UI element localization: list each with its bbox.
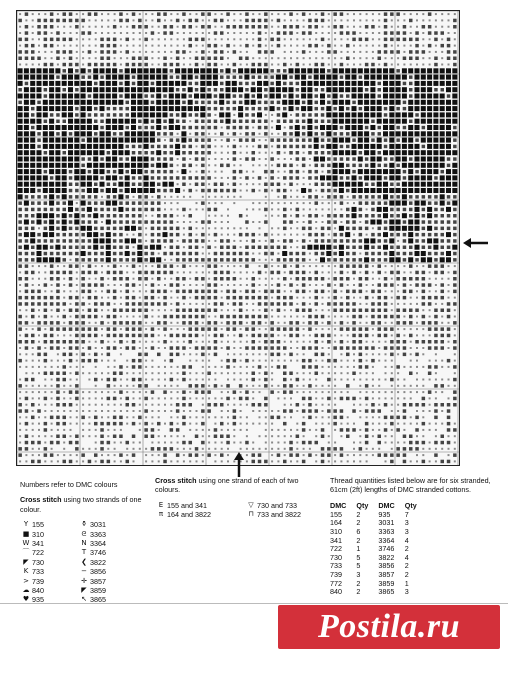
dmc-code-pair: 164 and 3822 [167, 510, 211, 520]
table-cell: 1 [404, 578, 409, 588]
cross-stitch-chart [16, 10, 460, 466]
legend-thread-quantities [330, 476, 500, 597]
table-cell: 3031 [378, 518, 395, 528]
stitch-symbol-icon: W [22, 539, 30, 547]
table-cell: 2 [356, 509, 361, 519]
table-cell: 7 [404, 509, 409, 519]
legend-blended [155, 476, 325, 520]
dmc-code: 3822 [90, 557, 106, 567]
legend-heading: Cross stitch using two strands of one colour. [20, 495, 142, 514]
table-cell: 5 [356, 552, 361, 562]
stitch-symbol-icon: ᘓ [81, 529, 87, 538]
table-cell: 840 [330, 587, 342, 597]
table-cell: 3746 [378, 544, 395, 554]
chart-symbol-grid [17, 11, 459, 465]
table-header-cell: Qty [356, 500, 369, 510]
watermark-text: Postila.ru [318, 608, 460, 645]
stitch-symbol-icon: − [81, 567, 87, 576]
stitch-symbol-icon: ⌒ [22, 548, 30, 557]
symbol-key-row [20, 586, 74, 595]
symbol-key-row [20, 577, 74, 586]
blended-key-row [245, 510, 325, 519]
table-cell: 6 [356, 527, 361, 536]
stitch-symbol-icon: ◤ [81, 585, 87, 594]
stitch-symbol-icon: ✛ [81, 576, 87, 585]
symbol-key-grid [20, 520, 150, 605]
page-divider [0, 603, 508, 604]
row-center-arrow-icon [463, 237, 489, 249]
table-cell: 3 [404, 587, 409, 597]
dmc-code: 3859 [90, 585, 106, 595]
column-center-arrow-icon [233, 452, 245, 478]
dmc-code: 722 [32, 548, 44, 558]
dmc-code: 733 [32, 567, 44, 577]
stitch-symbol-icon: K [23, 567, 29, 576]
table-cell: 739 [330, 569, 342, 579]
legend-single-colour [20, 480, 150, 605]
symbol-key-row [78, 548, 138, 557]
thread-note: Thread quantities listed below are for six stranded, 61cm (2ft) lengths of DMC stranded cottons. [330, 476, 491, 495]
table-cell: 2 [404, 561, 409, 571]
table-cell: 3859 [378, 578, 395, 588]
dmc-code: 3857 [90, 576, 106, 586]
table-cell: 2 [404, 569, 409, 579]
table-cell: 2 [356, 535, 361, 545]
table-cell: 3 [356, 569, 361, 579]
table-cell: 3 [404, 527, 409, 536]
watermark-logo [278, 605, 500, 649]
table-header-cell: Qty [404, 500, 417, 510]
dmc-code: 730 [32, 557, 44, 567]
table-cell: 3 [404, 518, 409, 528]
dmc-code: 935 [32, 595, 44, 605]
symbol-key-row [20, 548, 74, 557]
table-cell: 310 [330, 527, 342, 536]
symbol-key-row [78, 577, 138, 586]
table-cell: 772 [330, 578, 342, 588]
symbol-key-row [78, 520, 138, 529]
table-cell: 3363 [378, 527, 395, 536]
symbol-key-row [20, 567, 74, 576]
stitch-symbol-icon: ◤ [23, 557, 29, 566]
table-cell: 341 [330, 535, 342, 545]
dmc-code: 3865 [90, 595, 106, 605]
stitch-symbol-icon: π [158, 510, 164, 519]
dmc-code: 3364 [90, 539, 106, 548]
thread-quantity-table [330, 501, 427, 597]
symbol-key-row [78, 558, 138, 567]
dmc-code: 739 [32, 576, 44, 586]
stitch-symbol-icon: ⚱ [81, 520, 87, 529]
table-cell: 3856 [378, 561, 395, 571]
table-cell: 2 [356, 587, 361, 597]
dmc-code: 3746 [90, 548, 106, 558]
stitch-symbol-icon: T [81, 548, 87, 557]
table-cell: 164 [330, 518, 342, 528]
chart-stitch-cells [18, 12, 458, 463]
dmc-code: 3856 [90, 567, 106, 577]
dmc-code: 341 [32, 539, 44, 548]
dmc-code-pair: 155 and 341 [167, 500, 207, 510]
table-row [330, 588, 427, 597]
symbol-key-column-a [20, 520, 74, 605]
blended-key-row [155, 501, 245, 510]
table-cell: 3822 [378, 552, 395, 562]
table-cell: 3865 [378, 587, 395, 597]
symbol-key-row [78, 530, 138, 539]
table-cell: 2 [356, 578, 361, 588]
dmc-code-pair: 733 and 3822 [257, 510, 301, 520]
table-cell: 4 [404, 552, 409, 562]
symbol-key-row [78, 586, 138, 595]
symbol-key-row [20, 539, 74, 548]
stitch-symbol-icon: ❮ [81, 557, 87, 566]
symbol-key-row [78, 539, 138, 548]
table-cell: 3364 [378, 535, 395, 545]
table-cell: 935 [378, 509, 391, 519]
table-header-cell: DMC [330, 500, 347, 510]
legend-intro: Numbers refer to DMC colours [20, 480, 118, 489]
stitch-symbol-icon: ■ [22, 529, 30, 538]
dmc-code: 3031 [90, 520, 106, 530]
table-cell: 3857 [378, 569, 395, 579]
dmc-code: 840 [32, 585, 44, 595]
stitch-symbol-icon: N [81, 539, 87, 547]
table-cell: 733 [330, 561, 342, 571]
stitch-symbol-icon: ▽ [248, 500, 254, 509]
table-header-cell: DMC [378, 500, 395, 510]
stitch-symbol-icon: ☁ [22, 585, 30, 594]
symbol-key-row [78, 567, 138, 576]
blended-key-row [245, 501, 325, 510]
stitch-symbol-icon: > [23, 576, 29, 585]
symbol-key-row [20, 558, 74, 567]
blended-key-row [155, 510, 245, 519]
stitch-symbol-icon: E [158, 500, 164, 509]
dmc-code: 155 [32, 520, 44, 530]
table-cell: 5 [356, 561, 361, 571]
legend-blended-heading: Cross stitch using one strand of each of two colours. [155, 476, 299, 495]
blended-key-grid [155, 501, 325, 520]
dmc-code: 310 [32, 529, 44, 539]
table-cell: 730 [330, 552, 342, 562]
symbol-key-row [20, 530, 74, 539]
symbol-key-column-b [78, 520, 138, 605]
dmc-code-pair: 730 and 733 [257, 500, 297, 510]
symbol-key-row [20, 520, 74, 529]
stitch-symbol-icon: ↖ [81, 595, 87, 604]
table-cell: 2 [356, 518, 361, 528]
table-cell: 155 [330, 509, 342, 519]
stitch-symbol-icon: ♥ [22, 595, 30, 604]
stitch-symbol-icon: Y [23, 520, 29, 529]
dmc-code: 3363 [90, 529, 106, 539]
table-cell: 4 [404, 535, 409, 545]
table-cell: 722 [330, 544, 342, 554]
stitch-symbol-icon: ⊓ [248, 510, 254, 519]
table-cell: 2 [404, 544, 409, 554]
table-cell: 1 [356, 544, 361, 554]
